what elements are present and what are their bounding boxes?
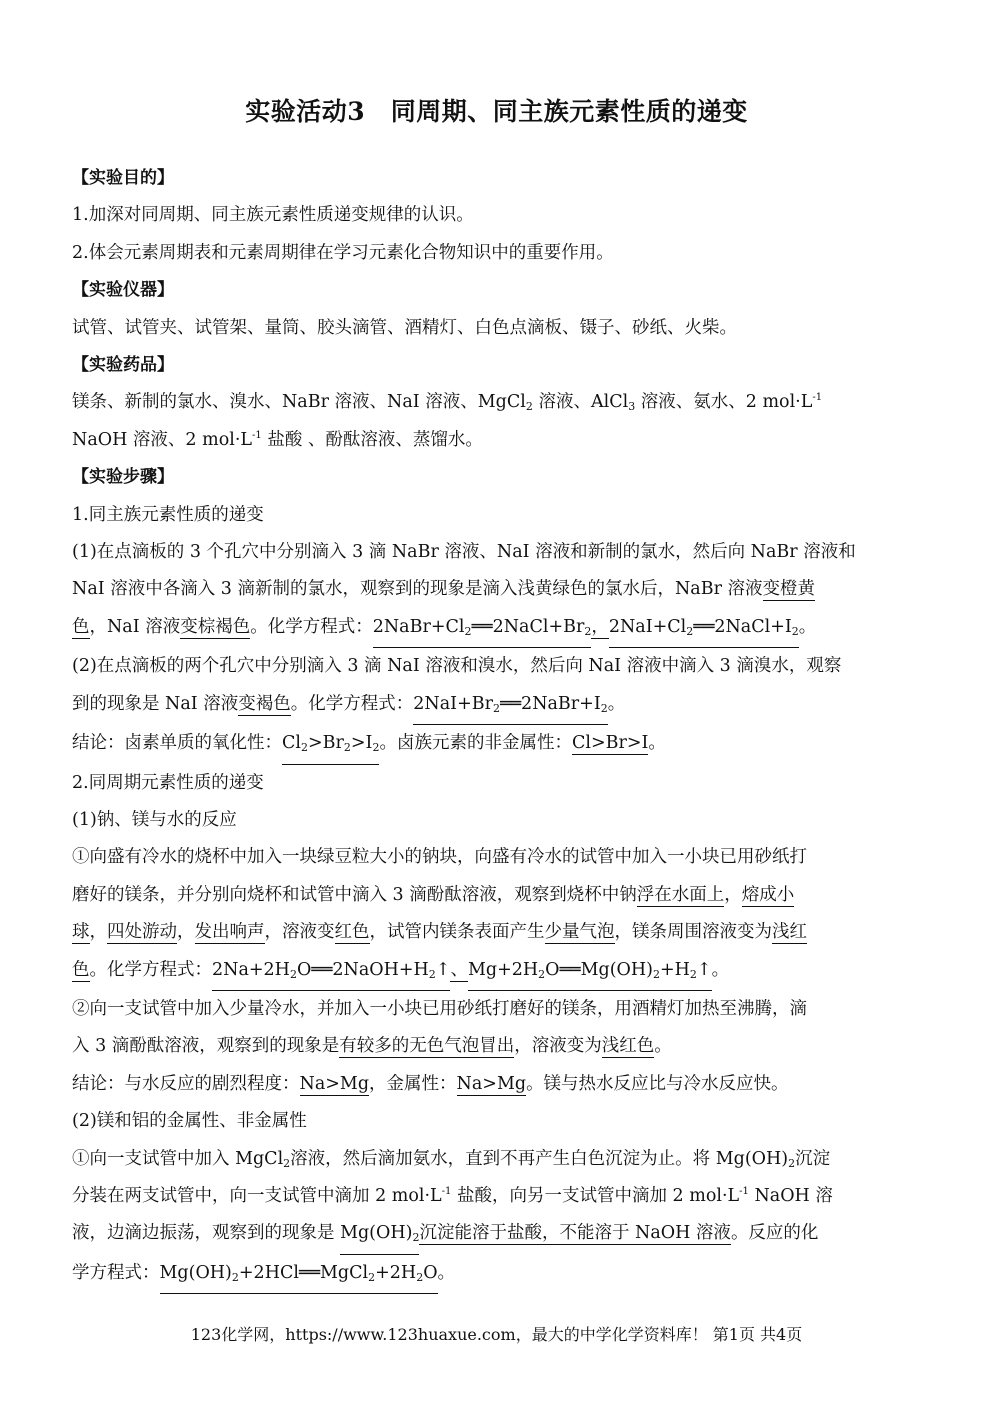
- text-segment: 【实验步骤】: [72, 467, 174, 488]
- text-segment: ，试管内镁条表面产生: [369, 922, 545, 943]
- text-line: [72, 839, 918, 876]
- answer-text: 变褐色: [238, 693, 291, 714]
- text-segment: ①向一支试管中加入: [72, 1148, 236, 1169]
- formula: AlCl$_3$: [590, 392, 636, 414]
- text-segment: 盐酸，向另一支试管中滴加: [451, 1185, 673, 1206]
- text-segment: ，金属性：: [369, 1073, 457, 1094]
- document-body: [72, 160, 918, 1294]
- text-segment: 。: [607, 693, 626, 714]
- text-segment: ②向一支试管中加入少量冷水，并加入一小块已用砂纸打磨好的镁条，用酒精灯加热至沸腾，滴: [72, 998, 807, 1019]
- answer-text: 浮在水面上: [636, 884, 725, 905]
- answer-formula: $2NaBr+Cl_2══2NaCl+Br_2$: [373, 609, 592, 648]
- section-heading: [72, 459, 918, 496]
- text-segment: 试管、试管夹、试管架、量筒、胶头滴管、酒精灯、白色点滴板、镊子、砂纸、火柴。: [72, 317, 737, 338]
- text-line: [72, 914, 918, 951]
- text-segment: (2)在点滴板的两个孔穴中分别滴入 3 滴 NaI 溶液和溴水，然后向 NaI 溶液中滴入 3 滴溴水，观察: [72, 656, 842, 677]
- text-segment: 。: [654, 1036, 672, 1057]
- text-line: [72, 877, 918, 914]
- text-segment: ，溶液变: [264, 922, 335, 943]
- text-line: [72, 991, 918, 1028]
- formula: $Mg(OH)_2$: [715, 1148, 796, 1170]
- text-segment: 2.同周期元素性质的递变: [72, 772, 264, 793]
- text-line: [72, 609, 918, 648]
- text-line: [72, 1215, 918, 1254]
- text-segment: ，溶液变为: [514, 1036, 602, 1057]
- text-line: [72, 1255, 918, 1294]
- text-segment: 磨好的镁条，并分别向烧杯和试管中滴入 3 滴酚酞溶液，观察到烧杯中钠: [72, 884, 637, 905]
- text-segment: 结论：与水反应的剧烈程度：: [72, 1073, 300, 1094]
- answer-formula: $Mg+2H_2O══Mg(OH)_2+H_2↑$: [468, 952, 712, 991]
- text-segment: NaOH 溶: [748, 1185, 833, 1206]
- text-segment: (1)在点滴板的 3 个孔穴中分别滴入 3 滴 NaBr 溶液、NaI 溶液和新制的氯水，然后向 NaBr 溶液和: [72, 542, 856, 563]
- answer-text: 、: [450, 959, 468, 980]
- text-segment: NaI 溶液中各滴入 3 滴新制的氯水，观察到的现象是滴入浅黄绿色的氯水后，NaBr 溶液: [72, 579, 763, 600]
- text-segment: 溶液、: [532, 392, 591, 413]
- text-segment: 入 3 滴酚酞溶液，观察到的现象是: [72, 1036, 340, 1057]
- text-segment: 1.同主族元素性质的递变: [72, 504, 264, 525]
- text-line: [72, 384, 918, 421]
- answer-text: Cl>Br>I: [571, 733, 649, 754]
- text-line: [72, 725, 918, 764]
- answer-text: 变棕褐色: [180, 616, 251, 637]
- text-segment: 2.体会元素周期表和元素周期律在学习元素化合物知识中的重要作用。: [72, 242, 614, 263]
- text-line: [72, 1066, 918, 1103]
- text-segment: (1)钠、镁与水的反应: [72, 809, 237, 830]
- page-title: 实验活动3 同周期、同主族元素性质的递变: [245, 97, 748, 126]
- text-segment: 【实验仪器】: [72, 280, 174, 301]
- answer-text: Na>Mg: [299, 1073, 370, 1094]
- text-segment: 1.加深对同周期、同主族元素性质递变规律的认识。: [72, 205, 474, 226]
- answer-text: 色: [72, 616, 90, 637]
- text-line: [72, 686, 918, 725]
- text-line: [72, 197, 918, 234]
- text-line: [72, 422, 918, 459]
- text-segment: 。卤族元素的非金属性：: [379, 733, 572, 754]
- answer-formula: $Cl_2>Br_2>I_2$: [282, 725, 379, 764]
- answer-text: 浅红: [772, 922, 807, 943]
- text-segment: ，: [177, 922, 195, 943]
- formula: 2 $mol\cdot L^{-1}$: [745, 392, 823, 413]
- answer-text: 少量气泡: [544, 922, 615, 943]
- text-segment: ，: [89, 922, 107, 943]
- text-segment: 盐酸 、酚酞溶液、蒸馏水。: [261, 429, 483, 450]
- text-line: [72, 310, 918, 347]
- text-segment: 。反应的化: [730, 1223, 819, 1244]
- text-segment: ，镁条周围溶液变为: [614, 922, 772, 943]
- text-line: [72, 1141, 918, 1178]
- text-segment: 学方程式：: [72, 1262, 160, 1283]
- text-segment: 【实验目的】: [72, 168, 174, 188]
- text-segment: (2)镁和铝的金属性、非金属性: [72, 1111, 307, 1132]
- text-line: [72, 765, 918, 802]
- answer-formula: $2NaI+Cl_2══2NaCl+I_2$: [609, 609, 799, 648]
- text-segment: 到的现象是 NaI 溶液: [72, 693, 239, 714]
- text-segment: 。: [437, 1262, 456, 1283]
- text-segment: ，NaI 溶液: [89, 616, 181, 637]
- text-segment: 镁条、新制的氯水、溴水、NaBr 溶液、NaI 溶液、: [72, 392, 478, 413]
- formula: MgCl$_2$: [477, 392, 533, 414]
- text-segment: 溶液，然后滴加氨水，直到不再产生白色沉淀为止。将: [290, 1148, 716, 1169]
- text-line: [72, 802, 918, 839]
- text-segment: 溶液、氨水、: [635, 392, 746, 413]
- answer-formula: $Mg(OH)_2+2HCl══MgCl_2+2H_2O$: [160, 1255, 438, 1294]
- page-footer: 123化学网，https://www.123huaxue.com，最大的中学化学资料库！ 第1页 共4页: [190, 1325, 803, 1344]
- answer-formula: $Mg(OH)_2$: [340, 1215, 419, 1254]
- text-segment: 。化学方程式：: [89, 959, 212, 980]
- answer-text: 变橙黄: [762, 579, 816, 600]
- answer-text: 熔成小: [741, 884, 795, 905]
- text-line: [72, 1103, 918, 1140]
- answer-text: 四处游动: [107, 922, 177, 943]
- text-line: [72, 648, 918, 685]
- text-segment: 分装在两支试管中，向一支试管中滴加: [72, 1185, 376, 1206]
- text-segment: 。化学方程式：: [290, 693, 414, 714]
- text-segment: 。化学方程式：: [250, 616, 373, 637]
- text-line: [72, 497, 918, 534]
- text-segment: ①向盛有冷水的烧杯中加入一块绿豆粒大小的钠块，向盛有冷水的试管中加入一小块已用砂纸打: [72, 847, 807, 868]
- text-segment: ，: [724, 884, 742, 905]
- text-segment: 。: [648, 733, 666, 754]
- text-segment: 结论：卤素单质的氧化性：: [72, 733, 282, 754]
- text-segment: 液，边滴边振荡，观察到的现象是: [72, 1223, 341, 1244]
- answer-text: 发出响声: [194, 922, 265, 943]
- section-heading: [72, 347, 918, 384]
- text-line: [72, 952, 918, 991]
- text-line: [72, 1028, 918, 1065]
- answer-formula: $2NaI+Br_2══2NaBr+I_2$: [413, 686, 607, 725]
- text-segment: 。: [711, 959, 730, 980]
- answer-text: 红色: [334, 922, 370, 943]
- text-segment: NaOH 溶液、: [72, 429, 186, 450]
- text-line: [72, 1178, 918, 1215]
- answer-text: 球: [72, 922, 90, 943]
- text-segment: 【实验药品】: [72, 355, 174, 376]
- answer-text: ，: [591, 616, 609, 637]
- section-heading: [72, 160, 918, 197]
- text-segment: 。: [798, 616, 817, 637]
- formula: 2 $mol\cdot L^{-1}$: [375, 1185, 452, 1206]
- section-heading: [72, 272, 918, 309]
- answer-text: 色: [72, 959, 90, 980]
- formula: 2 $mol\cdot L^{-1}$: [672, 1185, 749, 1206]
- answer-text: 沉淀能溶于盐酸，不能溶于 NaOH 溶液: [419, 1223, 731, 1244]
- text-line: [72, 571, 918, 608]
- answer-text: Na>Mg: [456, 1073, 527, 1094]
- answer-formula: $2Na+2H_2O══2NaOH+H_2↑$: [212, 952, 450, 991]
- formula: 2 $mol\cdot L^{-1}$: [185, 429, 262, 450]
- answer-text: 有较多的无色气泡冒出: [339, 1036, 515, 1057]
- answer-text: 浅红色: [601, 1036, 655, 1057]
- text-line: [72, 534, 918, 571]
- formula: MgCl$_2$: [235, 1148, 291, 1170]
- text-line: [72, 235, 918, 272]
- text-segment: 沉淀: [795, 1148, 831, 1169]
- text-segment: 。镁与热水反应比与冷水反应快。: [526, 1073, 789, 1094]
